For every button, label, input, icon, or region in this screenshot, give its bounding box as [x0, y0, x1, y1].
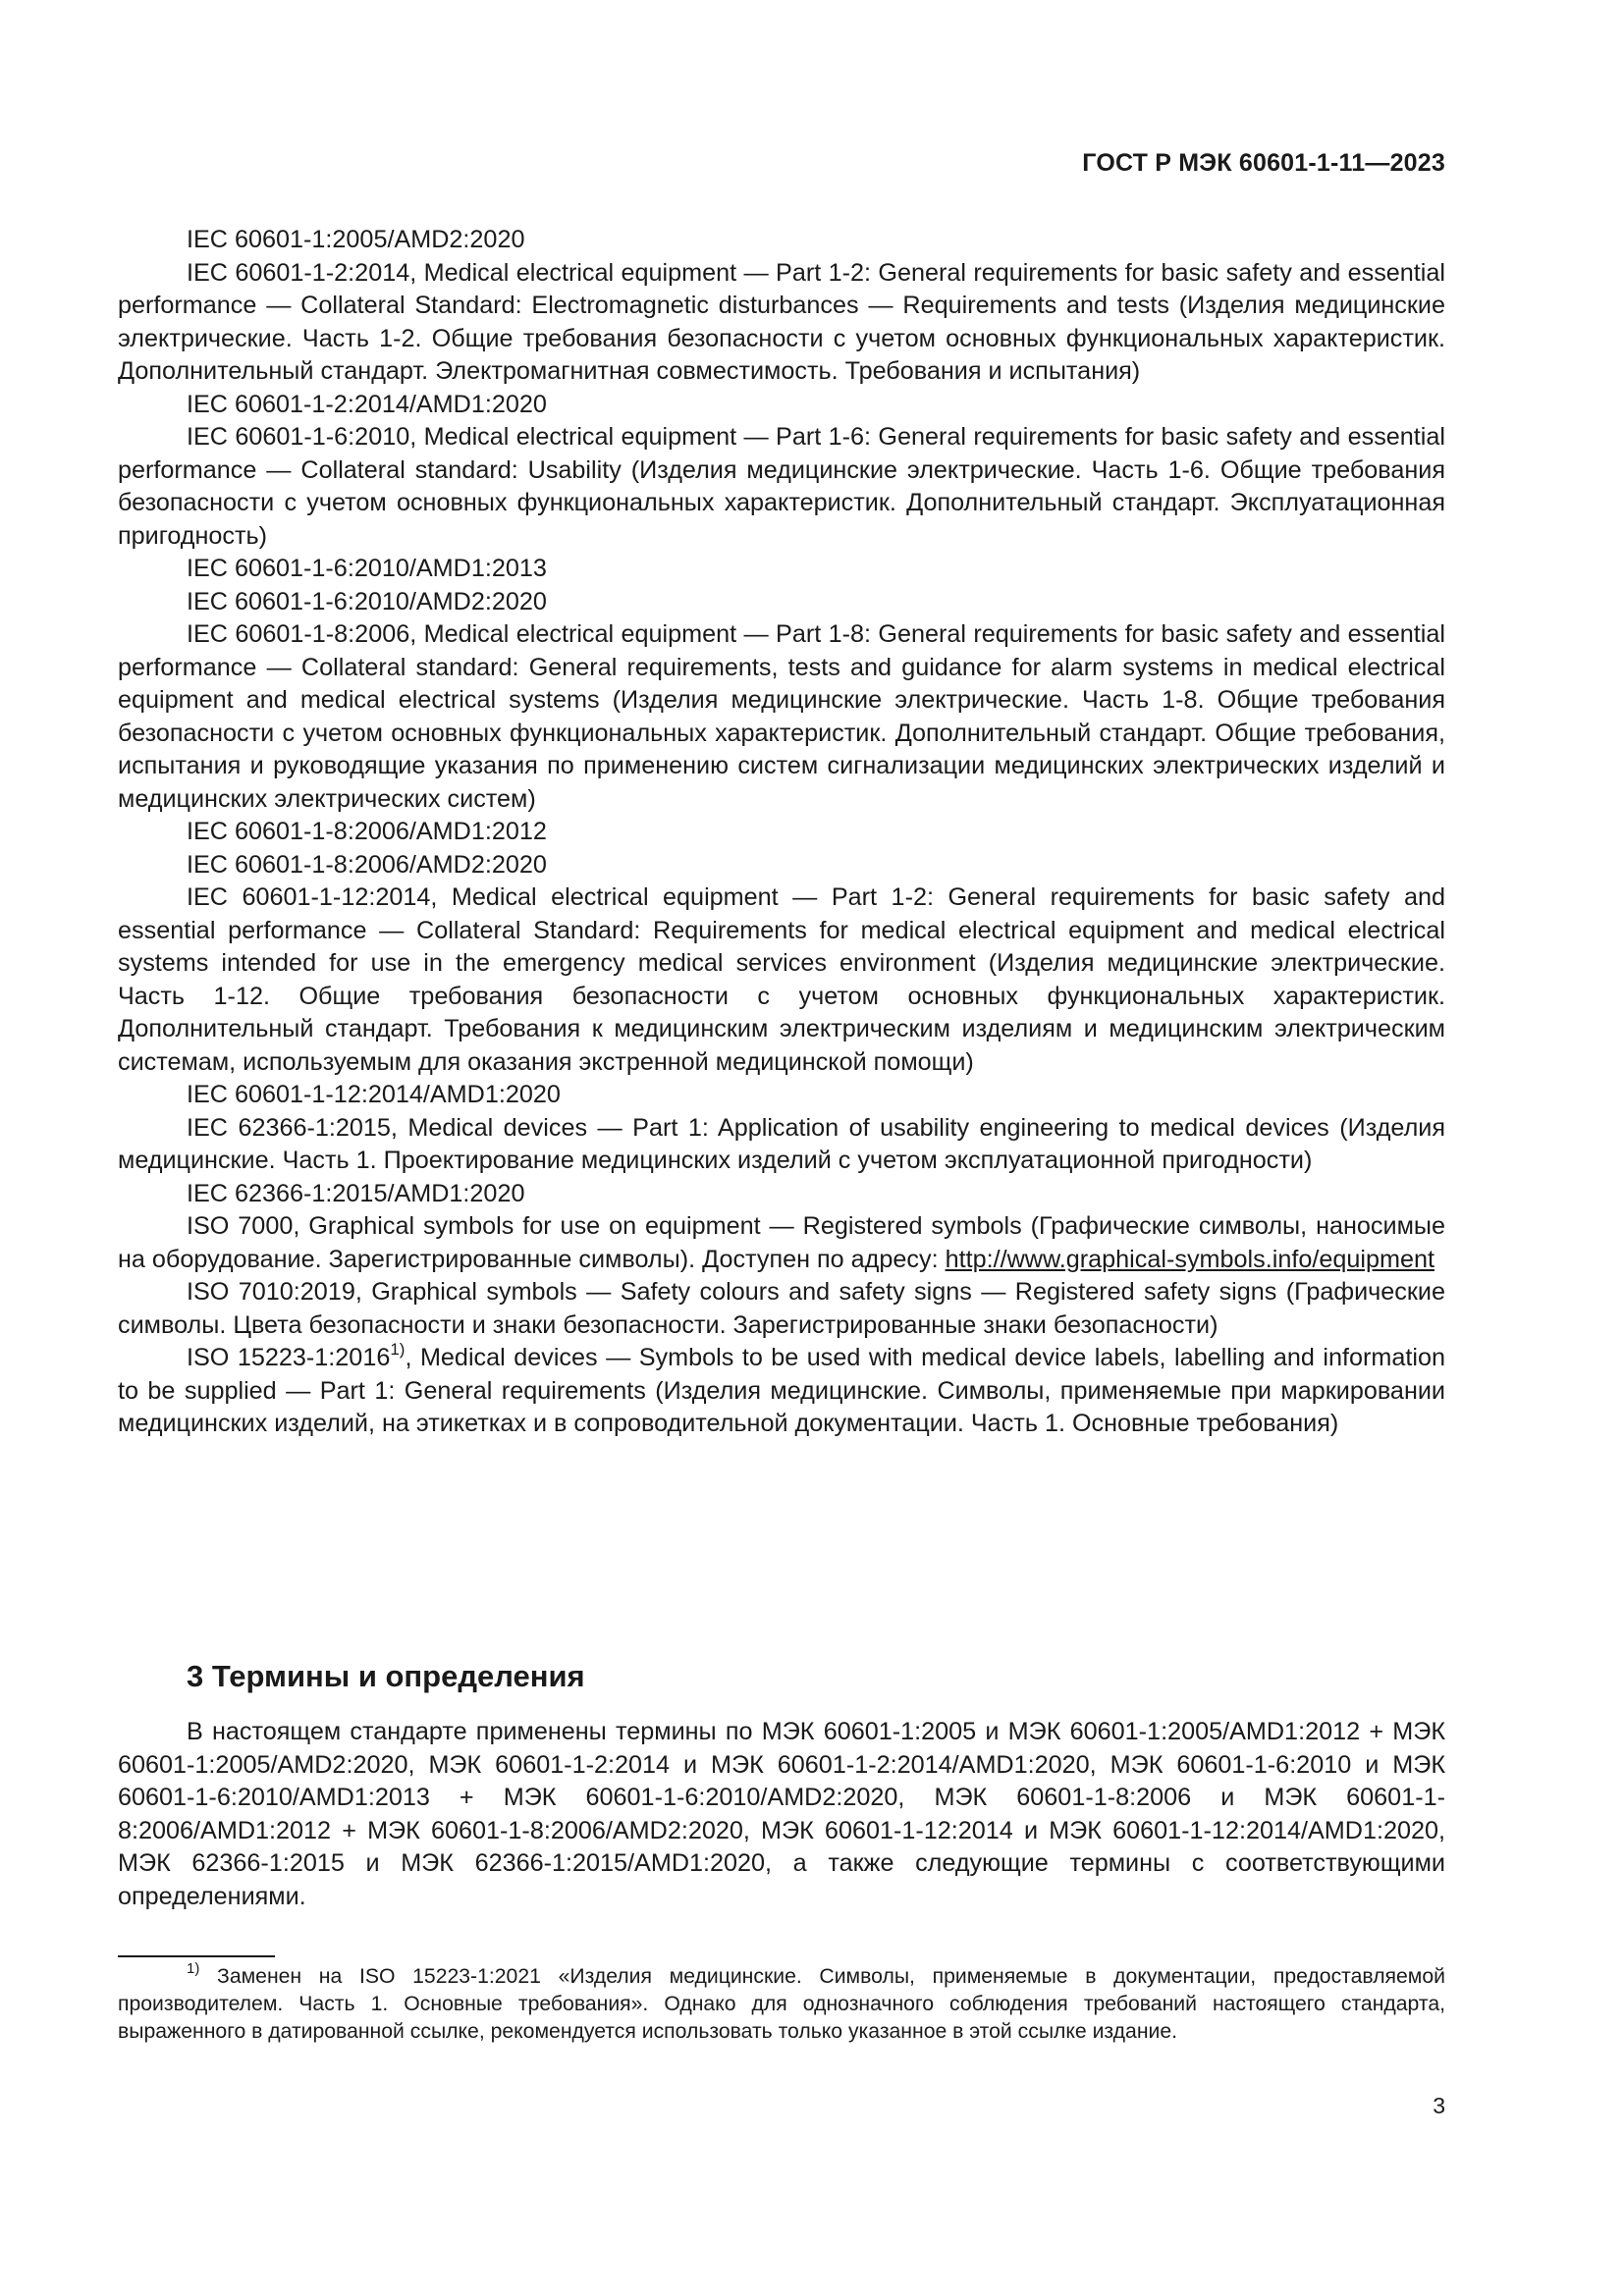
footnote-divider [118, 1955, 275, 1957]
footnote-mark: 1) [187, 1959, 200, 1977]
reference-item: IEC 60601-1-12:2014/AMD1:2020 [187, 1081, 561, 1108]
reference-text-continued: , Medical devices — Symbols to be used with medical device labels, labelling and information to be supplied — Part 1: General requirements (Изделия медицинские. Символы, применяемые при маркировании медицинских изделий, на этикетках и в сопроводительной документации. Часть 1. Основные требования) [118, 1344, 1446, 1437]
footnote-mark: 1) [390, 1339, 406, 1359]
graphical-symbols-link[interactable]: http://www.graphical-symbols.info/equipment [945, 1245, 1435, 1273]
reference-item: ISO 7010:2019, Graphical symbols — Safety colours and safety signs — Registered safety signs (Графические символы. Цвета безопасности и знаки безопасности. Зарегистрированные знаки безопасности) [118, 1278, 1445, 1339]
document-page [118, 0, 1445, 2296]
reference-item: IEC 60601-1-2:2014, Medical electrical equipment — Part 1-2: General requirements for basic safety and essential performance — Collateral Standard: Electromagnetic disturbances — Requirements and tests (Изделия медицинские электрические. Часть 1-2. Общие требования безопасности с учетом основных функциональных характеристик. Дополнительный стандарт. Электромагнитная совместимость. Требования и испытания) [118, 258, 1445, 385]
reference-item: IEC 62366-1:2015, Medical devices — Part 1: Application of usability engineering to medical devices (Изделия медицинские. Часть 1. Проектирование медицинских изделий с учетом эксплуатационной пригодности) [118, 1113, 1445, 1174]
reference-item: IEC 60601-1-8:2006/AMD1:2012 [187, 818, 547, 845]
reference-text: ISO 7000, Graphical symbols for use on equipment — Registered symbols (Графические символы, наносимые на оборудование. Зарегистрированные символы). Доступен по адресу: [118, 1212, 1445, 1273]
reference-item: IEC 60601-1:2005/AMD2:2020 [187, 226, 525, 253]
reference-item: IEC 60601-1-6:2010/AMD2:2020 [187, 587, 547, 615]
reference-text: ISO 15223-1:2016 [187, 1344, 391, 1371]
section-title: 3 Термины и определения [187, 1659, 585, 1693]
page-number: 3 [1433, 2093, 1445, 2118]
reference-item: IEC 60601-1-6:2010, Medical electrical equipment — Part 1-6: General requirements for basic safety and essential performance — Collateral standard: Usability (Изделия медицинские электрические. Часть 1-6. Общие требования безопасности с учетом основных функциональных характеристик. Дополнительный стандарт. Эксплуатационная пригодность) [118, 423, 1445, 550]
reference-item: IEC 60601-1-12:2014, Medical electrical equipment — Part 1-2: General requirements for basic safety and essential performance — Collateral Standard: Requirements for medical electrical equipment and medical electrical systems intended for use in the emergency medical services environment (Изделия медицинские электрические. Часть 1-12. Общие требования безопасности с учетом основных функциональных характеристик. Дополнительный стандарт. Требования к медицинским электрическим изделиям и медицинским электрическим системам, используемым для оказания экстренной медицинской помощи) [118, 883, 1445, 1076]
document-header: ГОСТ Р МЭК 60601-1-11—2023 [1082, 149, 1445, 177]
reference-item-with-link [118, 1210, 1445, 1276]
reference-item: IEC 60601-1-2:2014/AMD1:2020 [187, 390, 547, 418]
footnote-text: Заменен на ISO 15223-1:2021 «Изделия медицинские. Символы, применяемые в документации, предоставляемой производителем. Часть 1. Основные требования». Однако для однозначного соблюдения требований настоящего стандарта, выраженного в датированной ссылке, рекомендуется использовать только указанное в этой ссылке издание. [118, 1965, 1445, 2043]
reference-item: IEC 62366-1:2015/AMD1:2020 [187, 1179, 525, 1207]
reference-item: IEC 60601-1-8:2006, Medical electrical equipment — Part 1-8: General requirements for basic safety and essential performance — Collateral standard: General requirements, tests and guidance for alarm systems in medical electrical equipment and medical electrical systems (Изделия медицинские электрические. Часть 1-8. Общие требования безопасности с учетом основных функциональных характеристик. Дополнительный стандарт. Общие требования, испытания и руководящие указания по применению систем сигнализации медицинских электрических изделий и медицинских электрических систем) [118, 620, 1445, 813]
footnote [118, 1959, 1445, 2046]
section-body: В настоящем стандарте применены термины по МЭК 60601-1:2005 и МЭК 60601-1:2005/AMD1:2012 + МЭК 60601-1:2005/AMD2:2020, МЭК 60601-1-2:2014 и МЭК 60601-1-2:2014/AMD1:2020, МЭК 60601-1-6:2010 и МЭК 60601-1-6:2010/AMD1:2013 + МЭК 60601-1-6:2010/AMD2:2020, МЭК 60601-1-8:2006 и МЭК 60601-1-8:2006/AMD1:2012 + МЭК 60601-1-8:2006/AMD2:2020, МЭК 60601-1-12:2014 и МЭК 60601-1-12:2014/AMD1:2020, МЭК 62366-1:2015 и МЭК 62366-1:2015/AMD1:2020, а также следующие термины с соответствующими определениями. [118, 1718, 1445, 1910]
normative-references-list [118, 224, 1445, 1441]
reference-item: IEC 60601-1-8:2006/AMD2:2020 [187, 850, 547, 879]
reference-item: IEC 60601-1-6:2010/AMD1:2013 [187, 555, 547, 582]
reference-item-with-footnote [118, 1339, 1446, 1441]
